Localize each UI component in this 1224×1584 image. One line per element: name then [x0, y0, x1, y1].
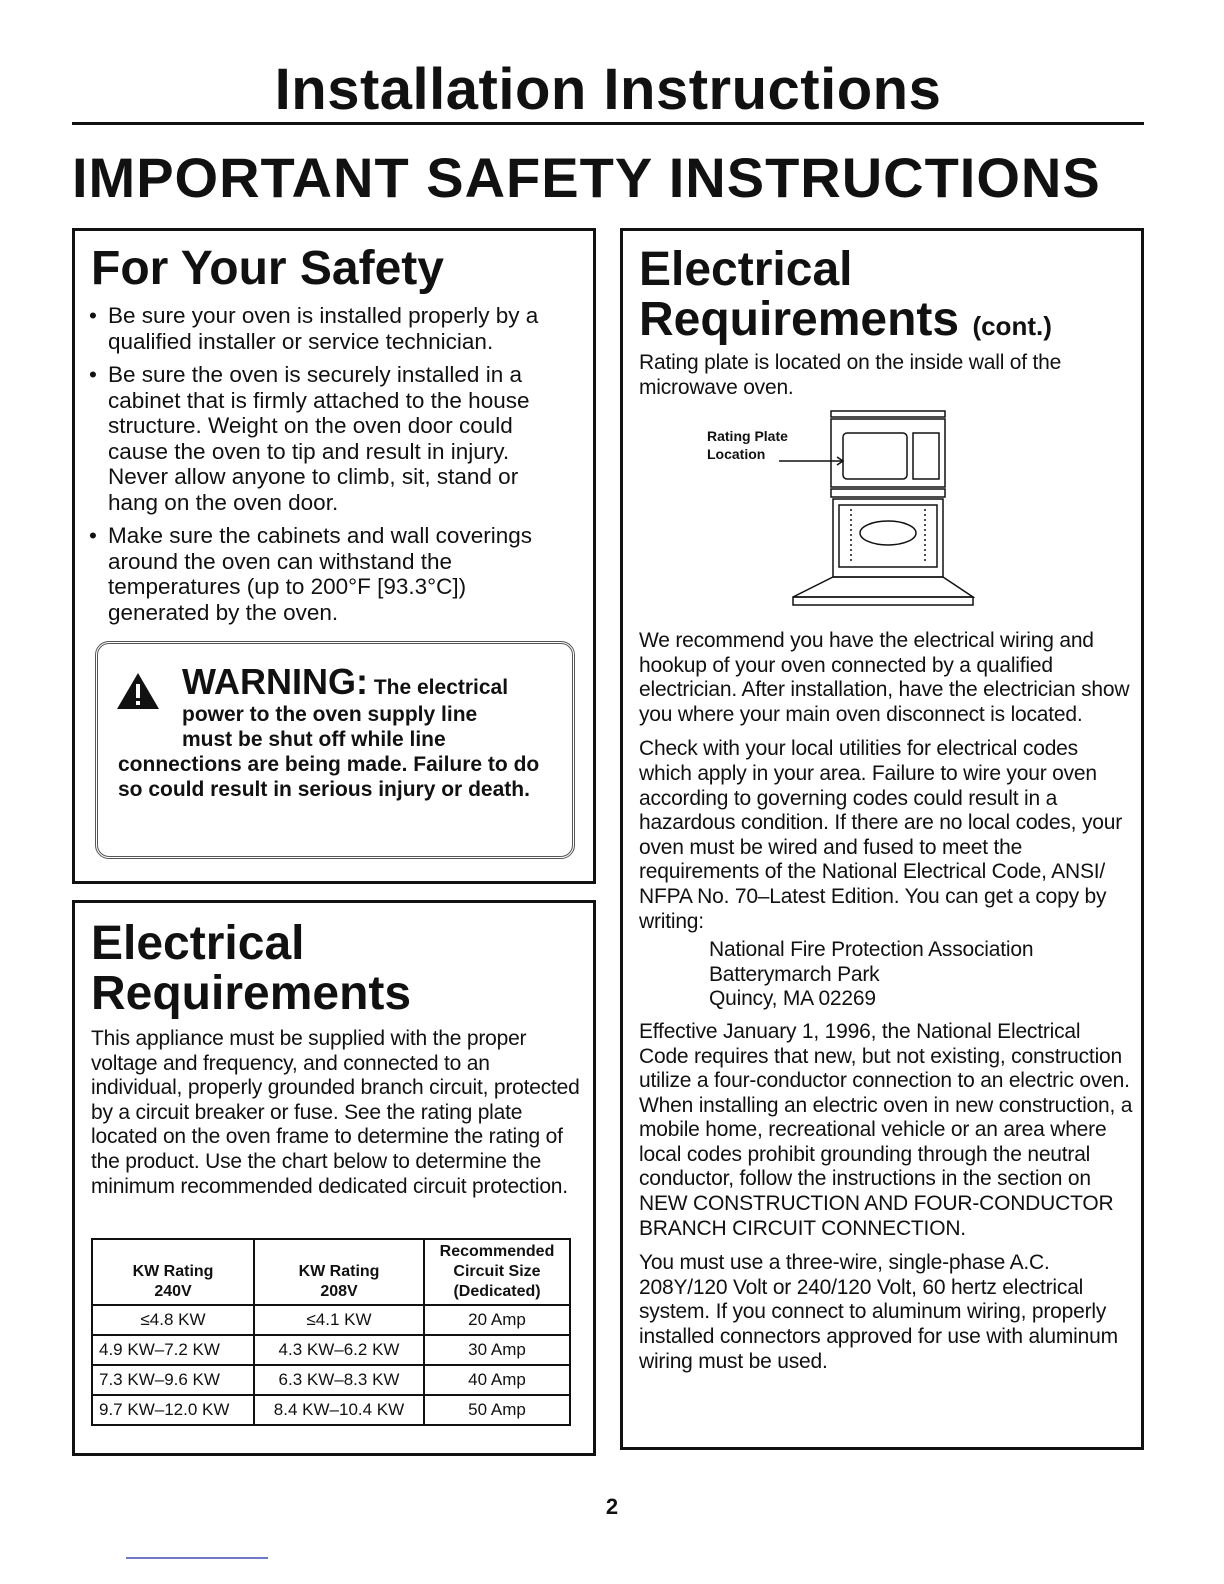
- warning-text: [118, 662, 558, 802]
- table-cell: 50 Amp: [424, 1395, 570, 1425]
- table-cell: 6.3 KW–8.3 KW: [254, 1365, 424, 1395]
- electrical-heading-line2: Requirements: [91, 967, 412, 1020]
- electrical-intro: This appliance must be supplied with the proper voltage and frequency, and connected to an individual, properly grounded branch circuit, protected by a circuit breaker or fuse. See the rating plate located on the oven frame to determine the rating of the product. Use the chart below to determine the minimum recommended dedicated circuit protection.: [91, 1027, 580, 1198]
- warning-rest: connections are being made. Failure to do so could result in serious injury or death.: [118, 753, 540, 801]
- figure-label-line2: Location: [707, 446, 766, 462]
- electrical-cont-heading-line2: Requirements: [639, 293, 960, 346]
- table-row: [92, 1305, 570, 1335]
- table-header: KW Rating 208V: [254, 1239, 424, 1305]
- electrical-box: [72, 900, 596, 1456]
- safety-box: [72, 228, 596, 884]
- list-item: • Be sure the oven is securely installed in a cabinet that is firmly attached to the house structure. Weight on the oven door could cause the oven to tip and result in injury. Never allow anyone to climb, sit, stand or hang on the oven door.: [75, 362, 565, 515]
- table-cell: 30 Amp: [424, 1335, 570, 1365]
- table-row: [92, 1365, 570, 1395]
- footer-rule: [126, 1557, 268, 1559]
- warning-label: WARNING:: [182, 661, 368, 702]
- table-cell: 40 Amp: [424, 1365, 570, 1395]
- warning-box: [95, 641, 575, 859]
- electrical-cont-heading: [639, 245, 1052, 351]
- page-number: 2: [605, 1494, 619, 1519]
- figure-label-line1: Rating Plate: [707, 428, 788, 444]
- address-block: [639, 938, 1133, 1012]
- electrical-cont-heading-line1: Electrical: [639, 243, 853, 296]
- paragraph: You must use a three-wire, single-phase A.C. 208Y/120 Volt or 240/120 Volt, 60 hertz electrical system. If you connect to aluminum wiring, properly installed connectors approved for use with aluminum wiring must be used.: [639, 1251, 1118, 1373]
- table-row: [92, 1395, 570, 1425]
- table-row: [92, 1335, 570, 1365]
- table-header: KW Rating 240V: [92, 1239, 254, 1305]
- electrical-heading-line1: Electrical: [91, 917, 305, 970]
- table-header-row: [92, 1239, 570, 1305]
- address-line: National Fire Protection Association: [709, 938, 1034, 962]
- list-item: • Make sure the cabinets and wall coverings around the oven can withstand the temperatures (up to 200°F [93.3°C]) generated by the oven.: [75, 523, 565, 625]
- safety-list: [75, 303, 565, 633]
- list-item: • Be sure your oven is installed properly by a qualified installer or service technician.: [75, 303, 565, 354]
- warning-line-3: must be shut off while line: [182, 728, 446, 751]
- section-title: IMPORTANT SAFETY INSTRUCTIONS: [72, 146, 1101, 209]
- table-cell: 20 Amp: [424, 1305, 570, 1335]
- paragraph: Check with your local utilities for electrical codes which apply in your area. Failure to wire your oven according to governing codes could result in a hazardous condition. If there are no local codes, your oven must be wired and fused to meet the requirements of the National Electrical Code, ANSI/ NFPA No. 70–Latest Edition. You can get a copy by writing:: [639, 737, 1122, 933]
- warning-lead: The electrical: [373, 676, 509, 699]
- circuit-table: [91, 1238, 571, 1426]
- address-line: Batterymarch Park: [709, 962, 880, 986]
- table-cell: 8.4 KW–10.4 KW: [254, 1395, 424, 1425]
- table-cell: 4.9 KW–7.2 KW: [92, 1335, 254, 1365]
- cont-suffix: (cont.): [972, 311, 1052, 341]
- safety-heading: For Your Safety: [91, 242, 444, 295]
- oven-diagram: [773, 409, 983, 611]
- electrical-cont-box: [620, 228, 1144, 1450]
- table-cell: ≤4.1 KW: [254, 1305, 424, 1335]
- electrical-heading: [91, 919, 411, 1019]
- rating-plate-text: Rating plate is located on the inside wall of the microwave oven.: [639, 351, 1062, 399]
- page-title: Installation Instructions: [274, 57, 942, 122]
- table-cell: 9.7 KW–12.0 KW: [92, 1395, 254, 1425]
- title-divider: [72, 122, 1144, 125]
- table-cell: 4.3 KW–6.2 KW: [254, 1335, 424, 1365]
- paragraph: We recommend you have the electrical wiring and hookup of your oven connected by a qualified electrician. After installation, have the electrician show you where your main oven disconnect is located.: [639, 629, 1130, 726]
- warning-line-2: power to the oven supply line: [182, 703, 478, 726]
- electrical-cont-body: [639, 629, 1133, 1384]
- table-header: Recommended Circuit Size (Dedicated): [424, 1239, 570, 1305]
- paragraph: Effective January 1, 1996, the National Electrical Code requires that new, but not existing, construction utilize a four-conductor connection to an electric oven. When installing an electric oven in new construction, a mobile home, recreational vehicle or an area where local codes prohibit grounding through the neutral conductor, follow the instructions in the section on NEW CONSTRUCTION AND FOUR-CONDUCTOR BRANCH CIRCUIT CONNECTION.: [639, 1019, 1133, 1240]
- address-line: Quincy, MA 02269: [709, 987, 876, 1011]
- table-cell: ≤4.8 KW: [92, 1305, 254, 1335]
- table-cell: 7.3 KW–9.6 KW: [92, 1365, 254, 1395]
